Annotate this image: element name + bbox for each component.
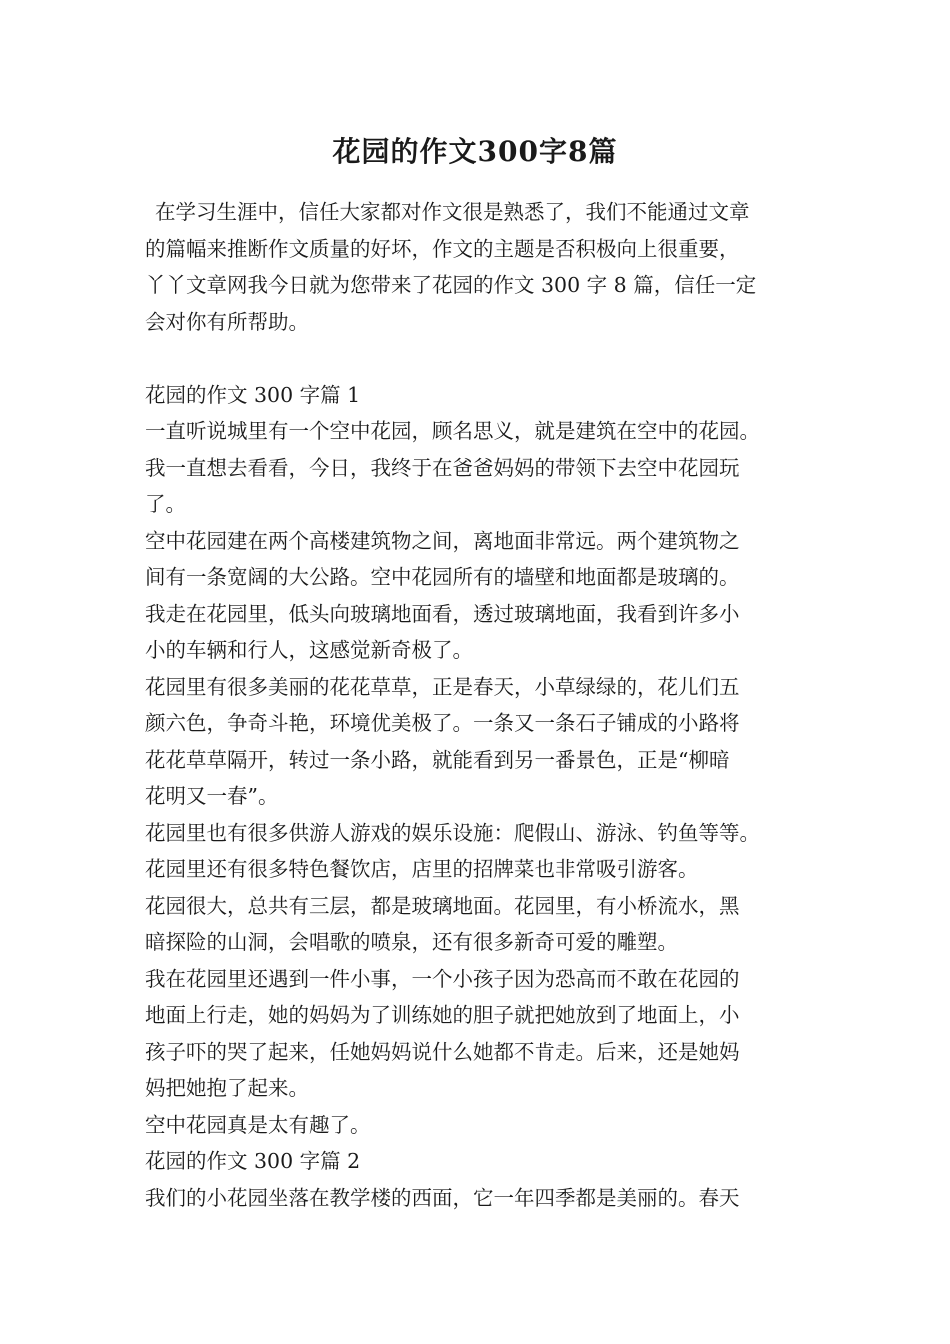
document-body bbox=[145, 194, 835, 1216]
text-line: 花园里有很多美丽的花花草草，正是春天，小草绿绿的，花儿们五 bbox=[145, 674, 740, 699]
text-line: 我们的小花园坐落在教学楼的西面，它一年四季都是美丽的。春天 bbox=[145, 1185, 740, 1210]
text-line: 间有一条宽阔的大公路。空中花园所有的墙壁和地面都是玻璃的。 bbox=[145, 565, 740, 589]
text-line: 空中花园真是太有趣了。 bbox=[145, 1112, 371, 1137]
document-title: 花园的作文300字8篇 bbox=[332, 135, 618, 168]
text-line: 一直听说城里有一个空中花园，顾名思义，就是建筑在空中的花园。 bbox=[145, 419, 760, 443]
paragraph-gap bbox=[145, 340, 835, 377]
section-heading-1: 花园的作文 300 字篇 1 bbox=[145, 382, 361, 407]
text-line: 地面上行走，她的妈妈为了训练她的胆子就把她放到了地面上，小 bbox=[145, 1003, 740, 1027]
text-line: 花园很大，总共有三层，都是玻璃地面。花园里，有小桥流水，黑 bbox=[145, 893, 740, 918]
text-line: 孩子吓的哭了起来，任她妈妈说什么她都不肯走。后来，还是她妈 bbox=[145, 1039, 740, 1064]
text-line: 我在花园里还遇到一件小事，一个小孩子因为恐高而不敢在花园的 bbox=[145, 966, 740, 991]
intro-line: 丫丫文章网我今日就为您带来了花园的作文 300 字 8 篇，信任一定 bbox=[145, 273, 757, 297]
intro-line: 会对你有所帮助。 bbox=[145, 309, 309, 334]
text-line: 颜六色，争奇斗艳，环境优美极了。一条又一条石子铺成的小路将 bbox=[145, 711, 740, 735]
text-line: 我走在花园里，低头向玻璃地面看，透过玻璃地面，我看到许多小 bbox=[145, 601, 740, 626]
text-line: 妈把她抱了起来。 bbox=[145, 1076, 309, 1100]
section-heading-2: 花园的作文 300 字篇 2 bbox=[145, 1149, 361, 1173]
text-line: 花园里也有很多供游人游戏的娱乐设施：爬假山、游泳、钓鱼等等。 bbox=[145, 820, 760, 845]
intro-line: 的篇幅来推断作文质量的好坏，作文的主题是否积极向上很重要， bbox=[145, 236, 740, 261]
text-line: 了。 bbox=[145, 492, 186, 516]
text-line: 小的车辆和行人，这感觉新奇极了。 bbox=[145, 638, 473, 662]
text-line: 我一直想去看看，今日，我终于在爸爸妈妈的带领下去空中花园玩 bbox=[145, 455, 740, 480]
text-line: 暗探险的山洞，会唱歌的喷泉，还有很多新奇可爱的雕塑。 bbox=[145, 930, 678, 954]
text-line: 花花草草隔开，转过一条小路，就能看到另一番景色，正是“柳暗 bbox=[145, 747, 730, 772]
intro-line: 在学习生涯中，信任大家都对作文很是熟悉了，我们不能通过文章 bbox=[155, 200, 750, 224]
text-line: 花园里还有很多特色餐饮店，店里的招牌菜也非常吸引游客。 bbox=[145, 857, 699, 881]
text-line: 空中花园建在两个高楼建筑物之间，离地面非常远。两个建筑物之 bbox=[145, 528, 740, 553]
text-line: 花明又一春”。 bbox=[145, 784, 279, 808]
